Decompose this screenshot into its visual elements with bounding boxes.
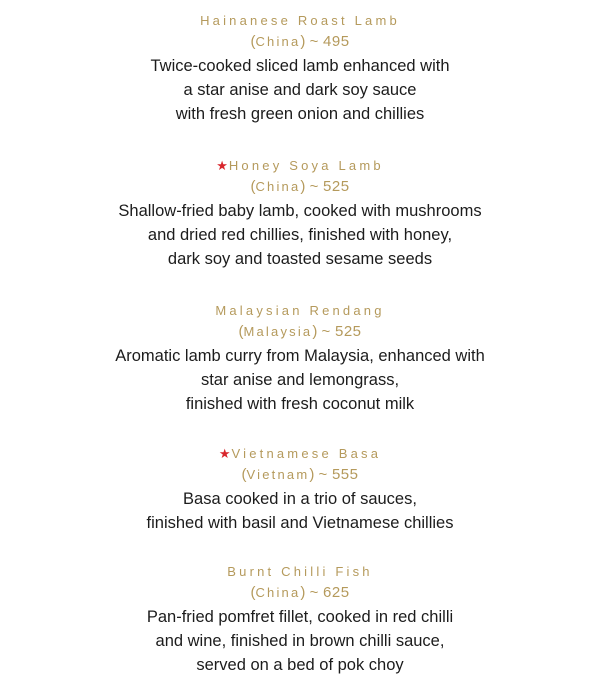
menu-item-honey-soya-lamb <box>0 157 600 271</box>
dish-description-line: Pan-fried pomfret fillet, cooked in red chilli <box>146 608 454 626</box>
dish-name <box>0 563 600 581</box>
star-icon: ★ <box>216 158 228 173</box>
dish-description-line: Shallow-fried baby lamb, cooked with mushrooms <box>118 202 482 220</box>
menu-item-malaysian-rendang <box>0 302 600 416</box>
dish-price-separator: ~ <box>309 178 319 195</box>
dish-description-line: and wine, finished in brown chilli sauce, <box>155 632 445 650</box>
dish-price: 525 <box>323 178 350 195</box>
dish-description-line: Aromatic lamb curry from Malaysia, enhanced with <box>115 347 485 365</box>
dish-price-separator: ~ <box>318 466 328 483</box>
dish-price-separator: ~ <box>321 323 331 340</box>
star-icon: ★ <box>218 446 231 461</box>
dish-origin-price: (China) ~ 625 <box>250 584 350 601</box>
dish-name <box>0 12 600 30</box>
dish-price-separator: ~ <box>309 584 319 601</box>
dish-name-text: Burnt Chilli Fish <box>227 564 373 579</box>
dish-name <box>0 157 600 175</box>
dish-country: China <box>255 34 301 49</box>
menu-item-hainanese-roast-lamb <box>0 12 600 126</box>
dish-description-line: served on a bed of pok choy <box>196 656 404 674</box>
dish-description-line: and dried red chillies, finished with honey, <box>147 226 453 244</box>
dish-country: China <box>255 585 301 600</box>
dish-name <box>0 445 600 463</box>
dish-description-line: a star anise and dark soy sauce <box>183 81 417 99</box>
dish-price: 625 <box>323 584 350 601</box>
dish-description-line: Basa cooked in a trio of sauces, <box>183 490 417 508</box>
dish-description-line: Twice-cooked sliced lamb enhanced with <box>150 57 450 75</box>
dish-description-line: with fresh green onion and chillies <box>175 105 425 123</box>
dish-origin-price: (China) ~ 495 <box>250 33 350 50</box>
dish-description-line: dark soy and toasted sesame seeds <box>167 250 433 268</box>
dish-name-text: Malaysian Rendang <box>215 303 385 318</box>
dish-country: Malaysia <box>243 324 313 339</box>
dish-name-text: Hainanese Roast Lamb <box>200 13 400 28</box>
dish-name <box>0 302 600 320</box>
dish-country: Vietnam <box>246 467 310 482</box>
dish-name-text: Honey Soya Lamb <box>228 158 384 173</box>
dish-origin-price: (Malaysia) ~ 525 <box>238 323 362 340</box>
dish-price: 495 <box>323 33 350 50</box>
menu-item-burnt-chilli-fish <box>0 563 600 677</box>
dish-description-line: star anise and lemongrass, <box>200 371 400 389</box>
dish-origin-price: (China) ~ 525 <box>250 178 350 195</box>
dish-price-separator: ~ <box>309 33 319 50</box>
dish-price: 525 <box>334 323 362 340</box>
dish-name-text: Vietnamese Basa <box>231 446 382 461</box>
dish-origin-price: (Vietnam) ~ 555 <box>241 466 359 483</box>
menu-item-vietnamese-basa <box>0 445 600 535</box>
dish-description-line: finished with fresh coconut milk <box>185 395 415 413</box>
dish-description-line: finished with basil and Vietnamese chillies <box>146 514 454 532</box>
dish-country: China <box>255 179 301 194</box>
dish-price: 555 <box>331 466 359 483</box>
